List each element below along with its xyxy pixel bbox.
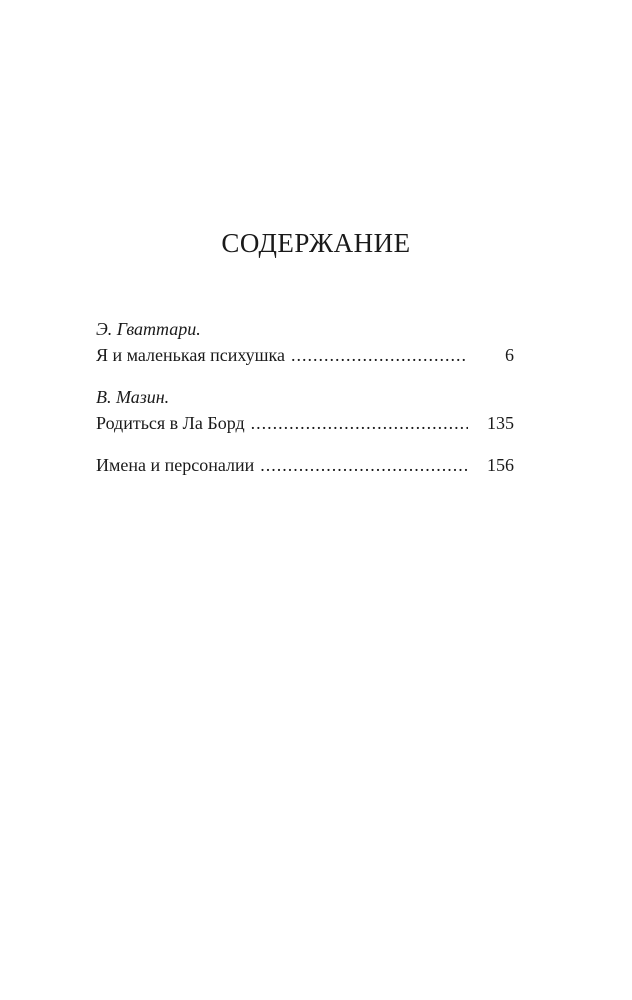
- dot-leader: [291, 342, 468, 368]
- page-title: СОДЕРЖАНИЕ: [221, 228, 411, 258]
- dot-leader: [260, 452, 468, 478]
- toc-entry-title: Имена и персоналии: [96, 455, 255, 475]
- toc-entry-page: 156: [487, 455, 514, 475]
- toc-entry-line: [96, 410, 514, 436]
- toc-entry-line: [96, 342, 514, 368]
- toc-entry: [96, 316, 514, 368]
- toc-entry-author: Э. Гваттари.: [96, 319, 201, 339]
- toc-entry: [96, 384, 514, 436]
- toc-entry: [96, 452, 514, 478]
- toc-entry-page: 135: [487, 413, 514, 433]
- toc-entry-page: 6: [505, 345, 514, 365]
- toc-entry-line: [96, 452, 514, 478]
- toc-entry-title: Родиться в Ла Борд: [96, 413, 245, 433]
- table-of-contents: [96, 316, 514, 494]
- dot-leader: [251, 410, 468, 436]
- toc-entry-author: В. Мазин.: [96, 387, 170, 407]
- toc-entry-title: Я и маленькая психушка: [96, 345, 285, 365]
